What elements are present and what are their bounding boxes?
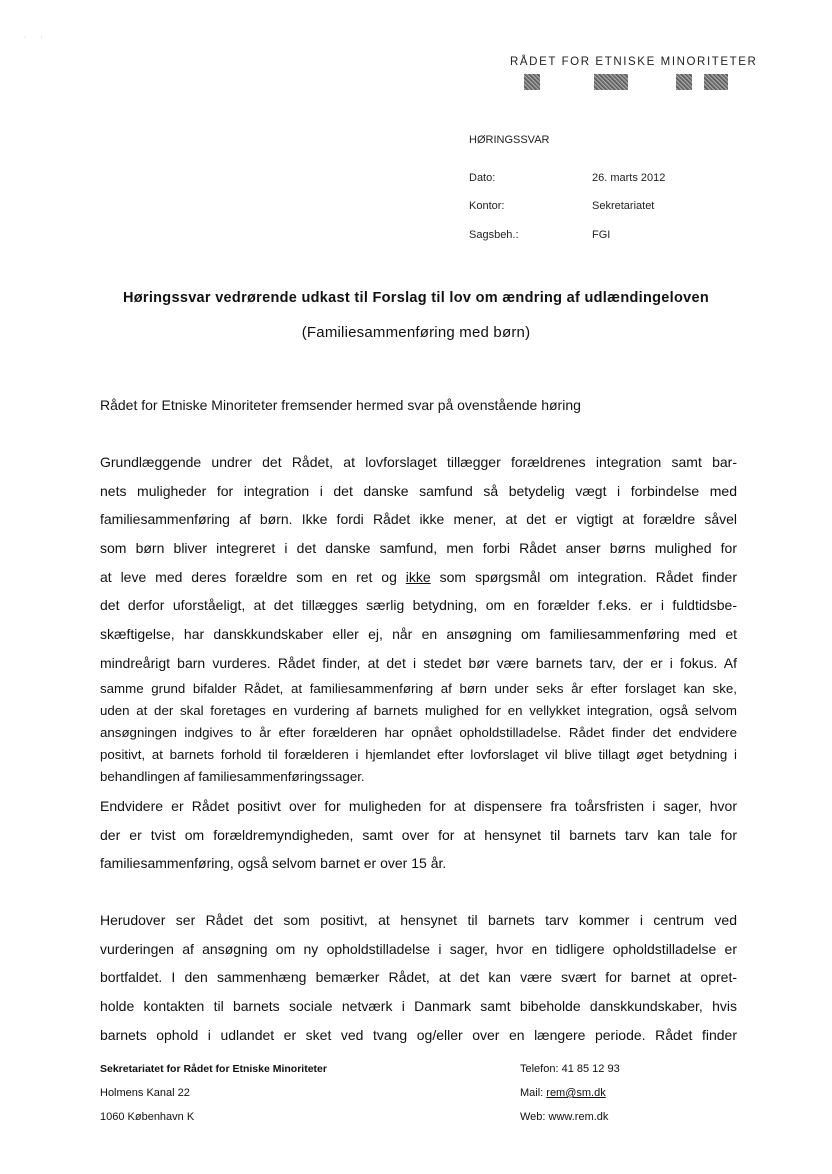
text-line: holde kontakten til barnets sociale netværk i Danmark samt bibeholde danskkundskaber, hvis [100, 998, 737, 1015]
text-line: positivt, at barnets forhold til forælderen i hjemlandet efter lovforslaget vil blive tillagt øget betydning i [100, 747, 737, 763]
intro-paragraph: Rådet for Etniske Minoriteter fremsender hermed svar på ovenstående høring [100, 397, 581, 413]
footer-city: 1060 København K [100, 1111, 195, 1123]
scan-specks: · · [24, 34, 49, 41]
text-line: skæftigelse, har danskkundskaber eller ej, når en ansøgning om familiesammenføring med et [100, 626, 737, 643]
body-paragraph-3 [100, 906, 737, 1049]
document-title: Høringssvar vedrørende udkast til Forslag til lov om ændring af udlændingeloven [122, 290, 710, 306]
email-link[interactable]: rem@sm.dk [546, 1087, 606, 1099]
document-subtitle: (Familiesammenføring med børn) [301, 324, 531, 341]
case-handler-value: FGI [592, 229, 611, 241]
footer-organization: Sekretariatet for Rådet for Etniske Minoriteter [100, 1063, 327, 1075]
text-line: det derfor uforståeligt, at det tillægges særlig betydning, om en forælder f.eks. er i fuldtidsbe- [100, 597, 737, 614]
text-line: behandlingen af familiesammenføringssager. [100, 769, 365, 785]
body-paragraph-1 [100, 448, 737, 788]
text-line: vurderingen af ansøgning om ny opholdstilladelse i sager, hvor en tidligere opholdstilladelse er [100, 940, 737, 957]
text-line: Herudover ser Rådet det som positivt, at hensynet til barnets tarv kommer i centrum ved [100, 912, 737, 928]
footer-mail: Mail: rem@sm.dk [520, 1087, 606, 1099]
body-paragraph-2 [100, 792, 737, 878]
text-line: ansøgningen indgives to år efter forælderen har opnået opholdstilladelse. Rådet finder det endvidere [100, 724, 737, 740]
text-line: der er tvist om forældremyndigheden, samt over for at hensynet til barnets tarv kan tale for [100, 826, 737, 843]
date-value: 26. marts 2012 [592, 172, 666, 184]
office-label: Kontor: [469, 200, 505, 212]
text-line: barnets ophold i udlandet er sket ved tvang og/eller over en længere periode. Rådet finder [100, 1026, 737, 1043]
text-line: uden at der skal foretages en vurdering af barnets mulighed for en vellykket integration, også selvom [100, 702, 737, 718]
text-line: familiesammenføring af børn. Ikke fordi Rådet ikke mener, at det er vigtigt at forældre såvel [100, 511, 737, 528]
footer-street: Holmens Kanal 22 [100, 1087, 190, 1099]
text-line: Endvidere er Rådet positivt over for muligheden for at dispensere fra toårsfristen i sager, hvor [100, 798, 737, 814]
organization-name: RÅDET FOR ETNISKE MINORITETER [510, 56, 758, 68]
text-line: at leve med deres forældre som en ret og ikke som spørgsmål om integration. Rådet finder [100, 568, 737, 585]
date-label: Dato: [469, 172, 496, 184]
text-line: Grundlæggende undrer det Rådet, at lovforslaget tillægger forældrenes integration samt bar- [100, 454, 737, 470]
footer-phone: Telefon: 41 85 12 93 [520, 1063, 620, 1075]
case-handler-label: Sagsbeh.: [469, 229, 519, 241]
text-line: mindreårigt barn vurderes. Rådet finder, at det i stedet bør være barnets tarv, der er i fokus. Af [100, 654, 737, 671]
text-line: bortfaldet. I den sammenhæng bemærker Rådet, at det kan være svært for barnet at opret- [100, 969, 737, 986]
text-line: familiesammenføring, også selvom barnet er over 15 år. [100, 855, 447, 872]
document-type: HØRINGSSVAR [469, 134, 550, 146]
office-value: Sekretariatet [592, 200, 655, 212]
emphasis-ikke: ikke [405, 568, 431, 585]
text-line: samme grund bifalder Rådet, at familiesammenføring af børn under seks år efter forslaget kan ske, [100, 680, 737, 696]
text-line: som børn bliver integreret i det danske samfund, men forbi Rådet anser børns mulighed for [100, 540, 737, 557]
footer-web[interactable]: Web: www.rem.dk [520, 1111, 609, 1123]
rem-logo-icon [524, 74, 730, 90]
text-line: nets muligheder for integration i det danske samfund så betydelig vægt i forbindelse med [100, 482, 737, 499]
